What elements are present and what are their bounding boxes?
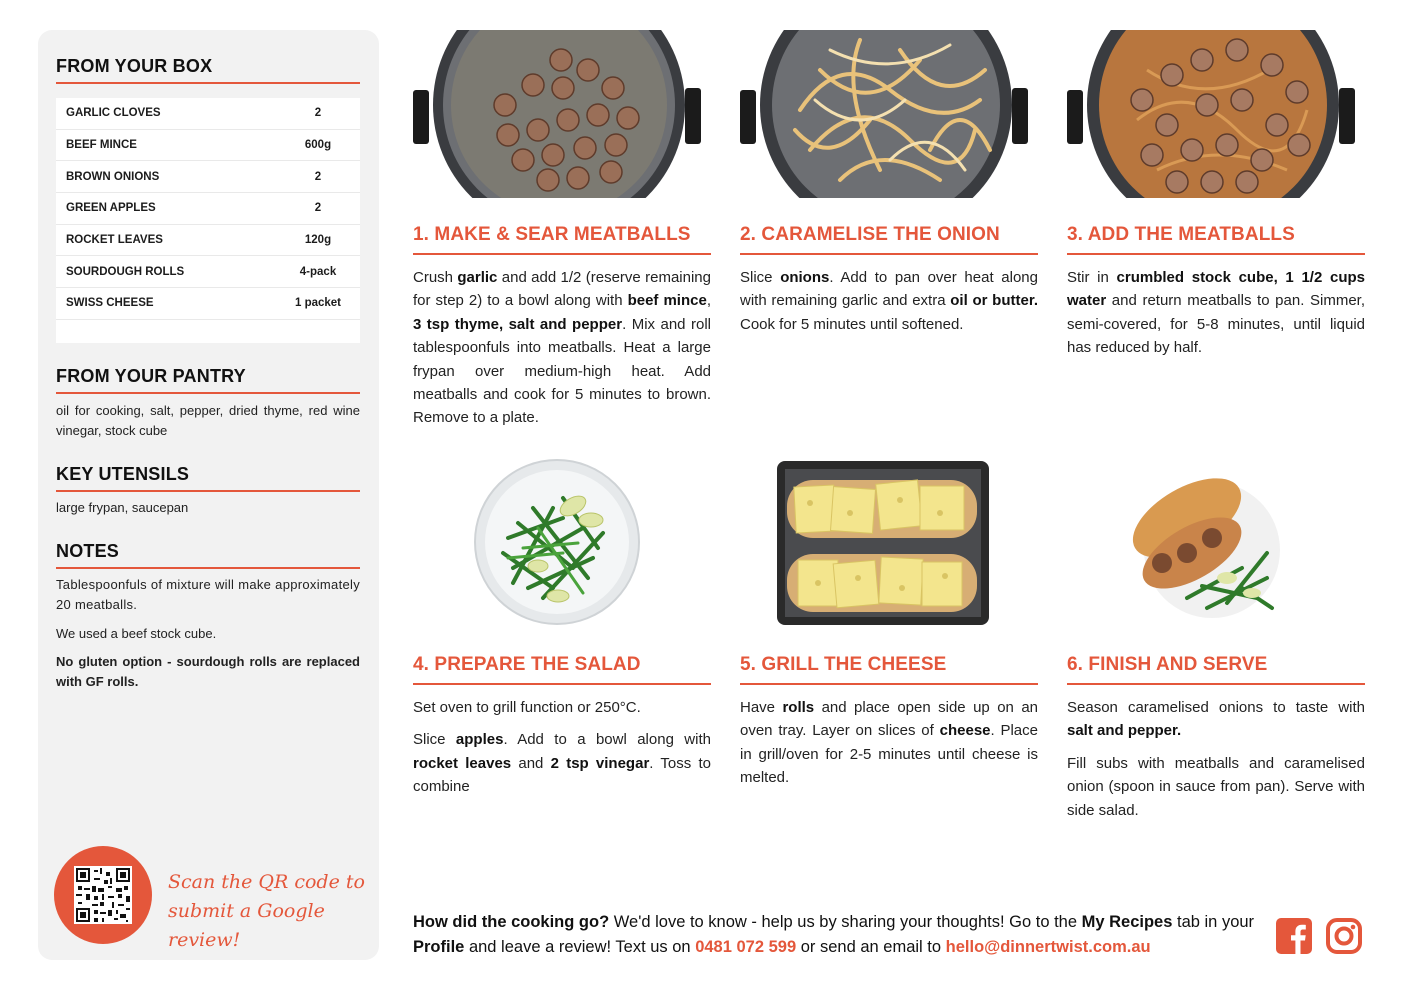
instagram-icon[interactable]: [1326, 918, 1362, 954]
ingredient-name: SWISS CHEESE: [66, 297, 154, 310]
ingredient-row: [56, 98, 360, 130]
facebook-icon[interactable]: [1276, 918, 1312, 954]
utensils-rule: [56, 490, 360, 492]
step-text-segment: Slice: [740, 269, 781, 286]
step-text-bold: oil or butter.: [950, 292, 1038, 310]
step-5-paragraph: [740, 696, 1038, 790]
notes-text-3: No gluten option - sourdough rolls are replaced with GF rolls.: [56, 654, 360, 689]
step-text-bold: apples: [455, 731, 504, 749]
feedback-footer: [413, 910, 1263, 960]
ingredients-table: [56, 98, 360, 343]
step-2-text: [740, 266, 1038, 345]
step-5-title: 5. GRILL THE CHEESE: [740, 654, 947, 675]
ingredient-name: BROWN ONIONS: [66, 170, 160, 183]
onions-photo: [740, 30, 1038, 198]
meatballs-sauce-photo: [1067, 30, 1365, 198]
step-6-paragraph-1: [1067, 696, 1365, 743]
step-4-rule: [413, 683, 711, 685]
step-text-segment: ,: [706, 292, 711, 310]
step-4-paragraph-2: [413, 728, 711, 798]
step-text-segment: . Place in grill/oven for 2-5 minutes until cheese is melted.: [740, 722, 1038, 787]
step-text-segment: . Add to a bowl along with: [503, 731, 711, 749]
ingredient-row: [56, 130, 360, 162]
step-text-bold: salt and pepper.: [1067, 722, 1182, 740]
step-text-bold: beef mince: [627, 292, 707, 310]
step-text-segment: and return meatballs to pan. Simmer, semi-covered, for 5-8 minutes, until liquid has reduced by half.: [1067, 292, 1365, 357]
step-text-segment: . Mix and roll tablespoonfuls into meatballs. Heat a large frypan over medium-high heat. Add meatballs and cook for 5 minutes to brown. Remove to a plate.: [413, 315, 711, 427]
step-2-rule: [740, 253, 1038, 255]
ingredients-panel: [38, 30, 379, 960]
step-4-paragraph-1: [413, 696, 711, 719]
notes-text-1: Tablespoonfuls of mixture will make approximately 20 meatballs.: [56, 577, 360, 612]
notes-title: NOTES: [56, 541, 120, 561]
step-text-segment: Have: [740, 699, 783, 716]
step-6-text: [1067, 696, 1365, 831]
pantry-title: FROM YOUR PANTRY: [56, 366, 246, 386]
box-title: FROM YOUR BOX: [56, 56, 213, 76]
footer-text-3: and leave a review! Text us on: [464, 938, 696, 956]
step-text-segment: . Toss to combine: [413, 754, 711, 796]
footer-my-recipes: My Recipes: [1081, 913, 1173, 931]
step-1-text: [413, 266, 711, 439]
footer-text-2: tab in your: [1172, 913, 1255, 931]
step-2-title: 2. CARAMELISE THE ONION: [740, 224, 1000, 245]
step-6-title: 6. FINISH AND SERVE: [1067, 654, 1268, 675]
ingredient-name: GARLIC CLOVES: [66, 107, 161, 120]
step-text-segment: . Add to pan over heat along with remaining garlic and extra: [740, 269, 1038, 310]
ingredient-qty: 4-pack: [299, 265, 337, 278]
step-text-segment: Cook for 5 minutes until softened.: [740, 315, 964, 333]
step-text-bold: rocket leaves: [413, 754, 512, 772]
step-text-segment: Crush: [413, 269, 458, 286]
step-text-bold: onions: [780, 269, 830, 286]
utensils-title: KEY UTENSILS: [56, 464, 190, 484]
footer-text-4: or send an email to: [796, 938, 946, 956]
ingredient-row: [56, 193, 360, 225]
step-text-bold: 3 tsp thyme, salt and pepper: [413, 315, 623, 333]
pantry-rule: [56, 392, 360, 394]
footer-question: How did the cooking go?: [413, 913, 610, 931]
meatballs-photo: [413, 30, 711, 198]
step-text-segment: Stir in: [1067, 269, 1117, 286]
step-text-bold: rolls: [782, 699, 815, 716]
step-3-title: 3. ADD THE MEATBALLS: [1067, 224, 1295, 245]
step-6-paragraph-2: [1067, 752, 1365, 822]
ingredient-qty: 1 packet: [294, 297, 342, 310]
box-rule: [56, 82, 360, 84]
step-3-rule: [1067, 253, 1365, 255]
pantry-text: oil for cooking, salt, pepper, dried thyme, red wine vinegar, stock cube: [56, 403, 360, 438]
sub-photo: [1067, 458, 1365, 628]
ingredient-row: [56, 256, 360, 288]
step-3-text: [1067, 266, 1365, 369]
qr-code-icon[interactable]: [74, 866, 132, 924]
ingredient-row: [56, 225, 360, 257]
footer-profile: Profile: [413, 938, 465, 956]
email-link[interactable]: hello@dinnertwist.com.au: [945, 938, 1151, 956]
step-6-rule: [1067, 683, 1365, 685]
step-text-bold: 2 tsp vinegar: [550, 754, 650, 772]
ingredient-qty: 120g: [304, 234, 332, 247]
ingredient-row: [56, 161, 360, 193]
ingredient-qty: 2: [314, 170, 322, 183]
footer-text-1: We'd love to know - help us by sharing your thoughts! Go to the: [609, 913, 1082, 931]
step-5-text: [740, 696, 1038, 799]
step-text-segment: and place open side up on an oven tray. Layer on slices of: [740, 699, 1038, 740]
qr-caption-line-1: Scan the QR code to: [168, 871, 365, 893]
ingredient-qty: 2: [314, 107, 322, 120]
ingredient-name: ROCKET LEAVES: [66, 234, 163, 247]
step-4-title: 4. PREPARE THE SALAD: [413, 654, 641, 675]
ingredient-row: [56, 288, 360, 320]
step-1-rule: [413, 253, 711, 255]
step-3-paragraph: [1067, 266, 1365, 360]
step-1-title: 1. MAKE & SEAR MEATBALLS: [413, 224, 691, 245]
step-text-bold: cheese: [939, 722, 991, 740]
step-text-segment: Fill subs with meatballs and caramelised onion (spoon in sauce from pan). Serve with side salad.: [1067, 754, 1365, 819]
salad-photo: [413, 458, 711, 628]
phone-link[interactable]: 0481 072 599: [695, 938, 797, 956]
notes-text-2: We used a beef stock cube.: [56, 626, 217, 641]
qr-caption-line-2: submit a Google review!: [168, 900, 325, 951]
step-text-bold: crumbled stock cube, 1 1/2 cups water: [1067, 269, 1365, 310]
step-text-segment: and add 1/2 (reserve remaining for step 2) to a bowl along with: [413, 269, 711, 310]
step-4-text: [413, 696, 711, 808]
step-1-paragraph: [413, 266, 711, 430]
step-text-bold: garlic: [457, 269, 498, 286]
ingredient-name: SOURDOUGH ROLLS: [66, 265, 185, 278]
qr-badge[interactable]: [54, 846, 152, 944]
utensils-text: large frypan, saucepan: [56, 500, 189, 515]
step-text-segment: Season caramelised onions to taste with: [1067, 699, 1365, 716]
ingredient-name: GREEN APPLES: [66, 202, 156, 215]
step-text-segment: Slice: [413, 731, 456, 749]
ingredient-qty: 600g: [304, 139, 332, 152]
qr-caption: [168, 868, 368, 955]
step-5-rule: [740, 683, 1038, 685]
notes-rule: [56, 567, 360, 569]
step-text-segment: Set oven to grill function or 250°C.: [413, 699, 641, 716]
ingredient-name: BEEF MINCE: [66, 139, 137, 152]
step-2-paragraph: [740, 266, 1038, 336]
cheese-tray-photo: [740, 458, 1038, 628]
step-text-segment: and: [511, 754, 551, 772]
ingredient-qty: 2: [314, 202, 322, 215]
